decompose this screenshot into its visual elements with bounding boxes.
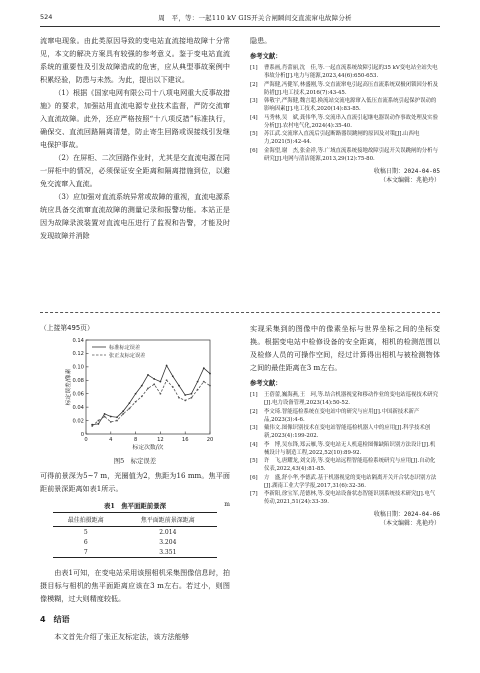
after-table-text: 由表1可知，在变电站采用该照相机采集图像信息时，拍摄目标与相机的焦平面距离应该在3 m左右。若过小，则图像模糊，过大则精度较低。 [40, 568, 230, 603]
table [53, 512, 217, 558]
data-point [122, 410, 124, 412]
reference-number: [3] [250, 425, 258, 431]
x-tick-label: 12 [157, 437, 164, 443]
reference-text: 戴伟文.图像识别技术在变电站智能巡检机器人中的应用[J].科学技术创新,2023(4):199-202. [264, 425, 431, 439]
received-stamp-bottom [250, 510, 440, 528]
reference-text: 苏江武.交流窜入直流后引起断路器误跳闸的原因及对策[J].山西电力,2021(5):42-44. [264, 131, 420, 145]
reference-number: [6] [250, 474, 258, 481]
y-axis-label: 标定误差/像素 [66, 368, 72, 406]
reference-item [250, 441, 440, 457]
data-point [160, 393, 162, 395]
received-label: 收稿日期： [373, 511, 404, 518]
reference-item [250, 64, 440, 80]
references-heading: 参考文献： [250, 53, 282, 60]
table-header-cell: 焦平面距前景深距离 [119, 513, 217, 527]
data-point [197, 381, 199, 383]
references-bottom [250, 380, 440, 506]
data-point [184, 394, 186, 396]
x-tick-label: 16 [181, 437, 189, 443]
data-point [147, 374, 149, 376]
data-point [98, 420, 100, 422]
reference-number: [1] [250, 65, 258, 71]
paragraph: （3）应加强对直流系统异常或故障的重视，直流电源系统应具备交流窜直流故障的测量记录和报警功能。本站正是因为故障录波装置对直流电压进行了监视和告警，才能及时发现故障并消除 [40, 192, 230, 240]
reference-item [250, 391, 440, 407]
reference-text: 李 博,吴东锋,郑云雁,等.变电站无人机巡检图像缺陷识别方法设计[J].机械设计与制造工程,2022,52(10):89-92. [264, 441, 436, 456]
data-point [191, 393, 193, 395]
data-point [141, 396, 143, 398]
y-tick-label: 0.04 [72, 404, 84, 411]
reference-item [250, 147, 440, 163]
table-cell: 7 [53, 547, 119, 558]
table-cell: 2.014 [159, 528, 177, 536]
reference-item [250, 114, 440, 130]
y-tick-label: 0.12 [72, 351, 84, 358]
table-title: 表1 焦平面距前景深 [104, 502, 166, 510]
reference-number: [6] [250, 147, 258, 154]
table-row [53, 547, 217, 558]
continued-from-note: （上接第495页） [40, 324, 94, 332]
table-row [53, 537, 217, 547]
reference-item [250, 457, 440, 473]
top-right-column [250, 34, 440, 185]
reference-item [250, 490, 440, 506]
data-point [172, 386, 174, 388]
reference-number: [4] [250, 114, 258, 121]
reference-text: 李文琦.智能巡检系统在变电站中的研究与应用[J].中国新技术新产品,2023(3):4-6. [264, 408, 420, 423]
data-point [160, 381, 162, 383]
body-text: 实现采集到的图像中的像素坐标与世界坐标之间的坐标变换。根据变电站中检修设备的安全距离，相机的检测范围以及检修人员的可操作空间，经过计算得出相机与被检测物体之间的最佳距离在3 m左右。 [250, 324, 440, 372]
reference-item [250, 130, 440, 146]
data-point [110, 421, 112, 423]
y-tick-label: 0.14 [72, 337, 84, 344]
y-tick-label: 0.02 [72, 418, 84, 425]
references-top [250, 53, 440, 163]
reference-number: [2] [250, 408, 258, 415]
reference-text: 李新阳,徐宝军,范德林,等.变电站设备状态智能识别系统技术研究[J].电气传动,2021,51(24):33-39. [264, 491, 436, 505]
y-tick-label: 0.06 [72, 391, 84, 398]
reference-number: [4] [250, 441, 258, 448]
received-label: 收稿日期： [373, 167, 404, 175]
data-point [141, 385, 143, 387]
figure-caption: 图5 标定误差 [113, 457, 157, 465]
data-point [147, 387, 149, 389]
references-heading: 参考文献： [250, 380, 282, 387]
received-date: 2024-04-06 [403, 511, 440, 518]
series-line-0 [92, 366, 210, 425]
legend-label: 标准标定误差 [109, 344, 141, 351]
received-stamp-top [250, 167, 440, 185]
data-point [122, 413, 124, 415]
data-point [178, 385, 180, 387]
x-tick-label: 4 [109, 437, 113, 443]
bottom-right-column [250, 322, 440, 528]
data-point [104, 416, 106, 418]
data-point [184, 400, 186, 402]
reference-item [250, 97, 440, 113]
data-point [153, 383, 155, 385]
series-line-1 [92, 380, 210, 426]
data-point [104, 413, 106, 415]
bottom-left-column [40, 322, 230, 643]
conclusion-text: 本文首先介绍了张正友标定法，该方法能够 [54, 632, 189, 641]
reference-number: [2] [250, 81, 258, 88]
y-tick-label: 0.08 [72, 378, 84, 385]
table-header-cell: 最佳拍摄距离 [53, 513, 119, 527]
data-point [209, 373, 211, 375]
data-point [178, 397, 180, 399]
data-point [191, 397, 193, 399]
data-point [116, 420, 118, 422]
plot-frame [86, 340, 210, 434]
article-separator [40, 312, 440, 313]
reference-item [250, 474, 440, 490]
reference-number: [1] [250, 392, 258, 398]
data-point [110, 416, 112, 418]
table-1 [40, 501, 230, 558]
data-point [98, 423, 100, 425]
data-point [166, 379, 168, 381]
data-point [172, 375, 174, 377]
x-tick-label: 20 [206, 437, 214, 443]
reference-text: 许 飞,唐耀龙,刘文涛,等.变电站远程智能巡检系统研究与应用[J].自动化仪表,2022,43(4):81-85. [264, 458, 436, 472]
received-date: 2024-04-05 [403, 167, 440, 175]
data-point [209, 385, 211, 387]
data-point [153, 378, 155, 380]
table-cell: 5 [83, 528, 88, 536]
paragraph: （1）根据《国家电网有限公司十八项电网重大反事故措施》的要求，加强站用直流电源专业技术监督，严防交流窜入直流故障。此外，还应严格按照“十八项反措”标准执行，确保交、直流回路隔离清楚，防止寄生回路或误接线引发继电保护事故。 [40, 88, 230, 149]
legend-label: 张正友标定误差 [109, 352, 146, 359]
y-tick-label: 0 [80, 431, 84, 438]
paragraph: （2）在屏柜、二次回路作业时，尤其是交直流电源在同一屏柜中的情况，必须保证安全距离和隔离措施到位，以避免交流窜入直流。 [40, 153, 230, 188]
data-point [203, 381, 205, 383]
running-title: 周 平，等：一起110 kV GIS开关合闸瞬间交直流窜电故障分析 [158, 14, 352, 22]
reference-text: 韩敬宇,严海健,魏言超.换流站交流电源窜入低压直流系统引起保护误动的影响因素[J].电工技术,2020(14):83-85. [264, 98, 437, 112]
page-number: 524 [40, 13, 53, 21]
editor-note: （本文编辑：兆艳玲） [379, 176, 440, 184]
section-heading: 4 结语 [40, 615, 70, 624]
data-point [91, 425, 93, 427]
calibration-error-chart [40, 334, 230, 456]
x-tick-label: 8 [133, 437, 138, 443]
reference-item [250, 408, 440, 424]
reference-number: [3] [250, 98, 258, 104]
x-axis-label: 标定次数/次 [132, 445, 164, 451]
reference-item [250, 424, 440, 440]
reference-text: 马秀林,吴 斌,龚伟华,等.交流串入直流引起继电器误动作事故处理及实验分析[J].农村电气化,2024(4):35-40. [264, 114, 438, 129]
table-cell: 3.351 [119, 547, 217, 558]
reference-number: [7] [250, 491, 258, 497]
table-unit: m [224, 501, 230, 508]
page-header [40, 10, 440, 27]
data-point [129, 408, 131, 410]
x-tick-label: 0 [84, 437, 88, 443]
table-cell: 3.204 [159, 538, 177, 546]
data-point [203, 367, 205, 369]
top-left-column [40, 34, 230, 242]
y-tick-label: 0.10 [72, 364, 84, 371]
continuation-text: 隐患。 [250, 36, 272, 45]
reference-item [250, 81, 440, 97]
table-cell: 6 [83, 538, 88, 546]
data-point [166, 365, 168, 367]
data-point [116, 416, 118, 418]
editor-note: （本文编辑：兆艳玲） [379, 520, 440, 527]
paragraph: 流窜电现象。由此类原因导致的变电站直流接地故障十分常见，本文的解决方案具有较强的参考意义。鉴于变电站直流系统的重要性及引发故障造成的危害，应从典型事故案例中积累经验，防患与未然。为此，提出以下建议。 [40, 36, 230, 84]
table-row [53, 527, 217, 538]
data-point [197, 389, 199, 391]
data-point [135, 393, 137, 395]
reference-number: [5] [250, 131, 258, 137]
reference-text: 方 盛,舒小华,李德武.基于机器视觉的变电站隔离开关开合状态识别方法[J].湖南工业大学学报,2017,31(6):32-36. [264, 474, 437, 489]
reference-text: 金海望,谢 杰,张金祥,等.广域直流系统接地故障引起开关误跳闸的分析与研究[J].电网与清洁能源,2013,29(12):75-80. [264, 147, 438, 162]
after-figure-text: 可得前景深为5~7 m，光圈值为2，焦距为16 mm。焦平面距前景深距离如表1所示。 [40, 471, 230, 493]
reference-text: 曹系画,肖蕾丽,沈 佳,等.一起直流系统故障引起的35 kV变电站全站失电事故分析[J].电力与能源,2023,44(6):650-653. [264, 65, 438, 79]
reference-text: 王蓓蕾,巍海燕,王 珂,等.结合机器视觉和移动作业的变电站巡视技术研究[J].电力设备管理,2023(14):50-52. [264, 392, 438, 406]
data-point [135, 401, 137, 403]
data-point [129, 402, 131, 404]
reference-text: 严海健,冯健军,林盛刚,等.交直流窜电引起高压直流系统双极闭锁因分析及防措[J].电工技术,2016(7):43-45. [264, 81, 438, 96]
reference-number: [5] [250, 458, 258, 464]
